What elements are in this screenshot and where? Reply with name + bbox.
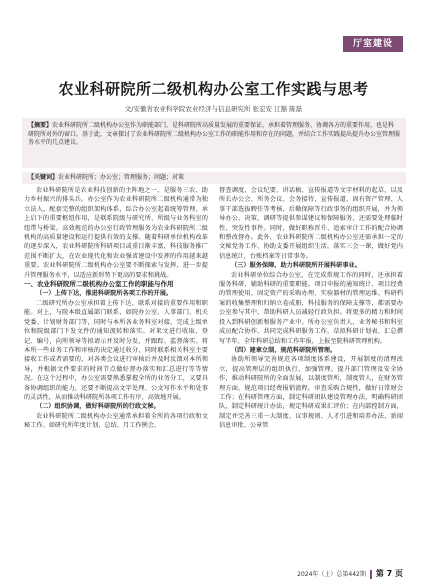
footer-divider [370,570,372,579]
section-heading: 一、农业科研院所二级机构办公室工作的职能与作用 [24,280,174,289]
abstract-label: 【摘要】 [28,122,53,129]
paragraph: 二级研究所办公室承担着上传下达、联系对接的重要作用和职能。对上，与院本级直属部门联系，如院办公室、人事部门、机关党委、计划财务部门等，同时与本所各业务科室对接，完成上级单位和院级部门下发文件的通知流转和落实。对来文进行收取、登记、编号，向所领导等拟请示并及时分发，并跟踪、监督落实。将本所一些业务工作和审核的决定通过收分，同时联系相关科室主要接收工作或者需要的，对各类会议进行审核后并及时反馈对本所领导，并根据文件要求的时间节点做好督办落实和汇总进行等等情况。在这个过程中，办公室需要熟悉掌握全所的业务分工，又要具备协调组织的能力，还要不断提高文字处理、公文写作水平和处事的灵活性，从而推动科研院所各项工作有序、高效地开展。 [24,299,208,401]
page-number: 第 7 页 [375,569,403,578]
paragraph [24,402,208,411]
author-line: 文/安徽省农业科学院农业经济与信息研究所 张宏安 江豁 陈磊 [124,105,303,113]
paragraph: 农业科研院所是农业科技创新的主阵地之一，是服务三农、助力乡村振兴的排头兵。办公室作为农业科研院所二级机构通常为独立法人、配套完整的组织架构体系，综合办公室起着统筹管理、承上启下的重要枢纽作用，是联系院级与研究所、所级与业务科室的纽带与桥梁。高效规范的办公室行政管理服务为农业科研院所二级机构的高质量建设和运行提供有效的支撑。随着科研单位机构改革的逐步深入，农业科研院所科研项目或重目渐丰富，科技服务推广范围不断扩大，在农业现代化和农业强省建设中发挥的作用越来越重要。农业科研院所二级机构办公室要不断探索与发挥，进一步提升管理服务水平，以适应新形势下更高的要求和挑战。 [24,187,208,279]
keywords-text: 农业科研院所；办公室；管理服务；问题；对策 [58,174,185,181]
left-column [24,186,208,431]
column-tag: 厅室建设 [343,36,403,52]
paragraph: 督查调度、会议纪要、讲话稿、宣传报道等文字材料的起草，以及所长办公会、所务会议、会务接待、宣传报道、固有资产管理、人事干部选拔聘任等考核、后勤保障等行政事务的组织开展，并为领导办公、决策、调研等提供参谋建议和保障服务，还需要处理临时性、突发性事件。同时，做好职称晋升、追索审计工作的配合协调和整改督办。此外，农业科研院所二级机构办公室还需承担一定的文秘党务工作，协助支委开展组织生活，落实三会一课，做好党内信息统计，台账档案等日常事务。 [219,187,403,260]
keywords-label: 【关键词】 [28,174,59,181]
keywords-box [22,172,406,184]
paragraph: 农业科研院所二级机构办公室通常承担着全所的各项行政和文秘工作。如研究所年度计划、总结、月工作例会、 [24,412,208,430]
paragraph [24,289,208,298]
subsection-heading: （一）上传下达，推进科研院所各项工作的开展。 [36,290,173,298]
subsection-heading: （三）服务保障，助力科研院所开展科研事业。 [231,262,361,270]
article-title: 农业科研院所二级机构办公室工作实践与思考 [58,80,369,98]
subsection-heading: （二）组织协调，做好科研院所的行政文秘。 [36,403,160,411]
paragraph: 协助所领导完善规范各项制度体系建设，开展制度的清理改立，提高管理层的组织执行，加强管理，提升部门管理及安全协作，推动科研院所的全面发展，以制度管所，制度管人，在财务管理方面，规范项目经费报销流程，审查采购合规性，做好日常财会工作；在科研管理方面，制定科研团队建设管理办法，明确科研团队，制定科研统计办法，规定科研成果汇评价；在内部控制方面，制定并完善三重一大制度、议事规则、人才引进和培养办法、新闻信息审批、公章管 [219,356,403,430]
paragraph [219,261,403,270]
paragraph: 农业科研单位综合办公室，在完成常规工作的同时，还承担着服务科研、辅助科研的重要职能。项目申报的通知统计、项目经费的管理使用、固定资产的采购办理、实验器材的管理运维、科研档案的收集整理和归纳立卷成册、科技服务的保障支撑等，都需要办公室参与其中，帮助科研人员减轻行政负担。将更多的精力和时间投入到科研创新和服务产业中。所办公室负责人、业务秘书和科室成员配合协作，共同完成科研服务工作，草拟科研计划表、汇总撰写半年、全年科研总结和工作年报，上报至院科研管理机构。 [219,271,403,345]
right-column [219,186,403,431]
page-footer [297,568,403,579]
paragraph [219,346,403,355]
issue-info: 2024年（上）总第442期 [297,571,366,578]
abstract-text: 农业科研院所二级机构办公室作为职能部门，是科研院所高质量发展的重要保证，承担着管理服务、协调各方的重要作用，也是科研院所对外的窗口。基于此，文章探讨了农业科研院所二级机构办公室工作的职能作用和存在的问题，并结合工作实践提出提升办公室管理服务水平的几点建议。 [28,122,401,147]
subsection-heading: （四）建章立制，规范科研院所管理。 [231,346,337,354]
abstract-box [22,118,406,168]
